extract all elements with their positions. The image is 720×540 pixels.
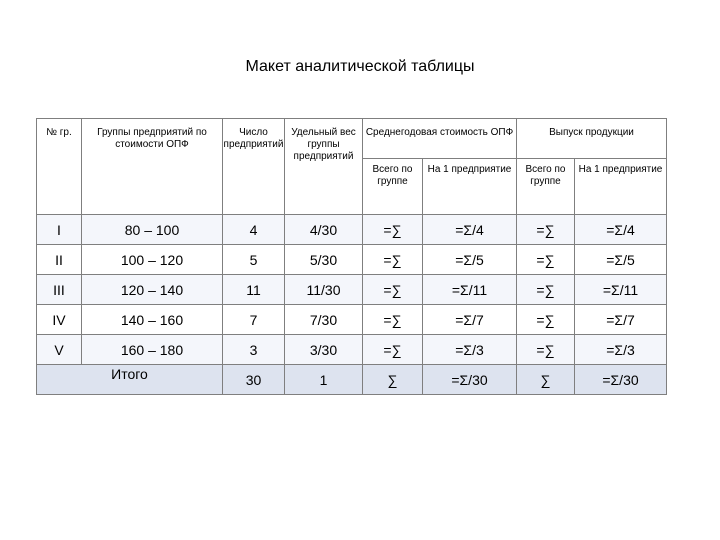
cell-cost-per: =Σ/7	[423, 305, 517, 335]
cell-share: 3/30	[285, 335, 363, 365]
cell-range: 160 – 180	[82, 335, 223, 365]
header-avg-cost: Среднегодовая стоимость ОПФ	[363, 119, 517, 159]
page-title: Макет аналитической таблицы	[245, 58, 475, 75]
cell-cost-total: =∑	[363, 215, 423, 245]
table-row	[37, 245, 667, 275]
cell-range: 80 – 100	[82, 215, 223, 245]
header-count: Число предприятий	[223, 119, 285, 215]
cell-range: 100 – 120	[82, 245, 223, 275]
cell-cost-per: =Σ/11	[423, 275, 517, 305]
cell-cost-total: =∑	[363, 275, 423, 305]
analytic-table	[36, 118, 667, 395]
cell-cost-total: =∑	[363, 305, 423, 335]
total-label: Итого	[37, 365, 223, 395]
table-row	[37, 215, 667, 245]
total-row	[37, 365, 667, 395]
cell-cost-per: =Σ/5	[423, 245, 517, 275]
cell-share: 7/30	[285, 305, 363, 335]
cell-output-total: =∑	[517, 245, 575, 275]
table-row	[37, 305, 667, 335]
header-groups: Группы предприятий по стоимости ОПФ	[82, 119, 223, 215]
total-share: 1	[285, 365, 363, 395]
header-group-no: № гр.	[37, 119, 82, 215]
cell-output-total: =∑	[517, 215, 575, 245]
cell-share: 11/30	[285, 275, 363, 305]
header-cost-per: На 1 предприятие	[423, 159, 517, 215]
cell-count: 3	[223, 335, 285, 365]
cell-share: 4/30	[285, 215, 363, 245]
cell-count: 4	[223, 215, 285, 245]
cell-cost-total: =∑	[363, 245, 423, 275]
cell-no: III	[37, 275, 82, 305]
header-cost-total: Всего по группе	[363, 159, 423, 215]
cell-cost-per: =Σ/3	[423, 335, 517, 365]
cell-output-per: =Σ/7	[575, 305, 667, 335]
cell-output-total: =∑	[517, 335, 575, 365]
cell-cost-total: =∑	[363, 335, 423, 365]
cell-output-total: =∑	[517, 275, 575, 305]
total-output-per: =Σ/30	[575, 365, 667, 395]
table-row	[37, 275, 667, 305]
cell-output-per: =Σ/3	[575, 335, 667, 365]
header-output-per: На 1 предприятие	[575, 159, 667, 215]
cell-cost-per: =Σ/4	[423, 215, 517, 245]
cell-output-per: =Σ/11	[575, 275, 667, 305]
cell-range: 120 – 140	[82, 275, 223, 305]
cell-no: I	[37, 215, 82, 245]
total-cost-per: =Σ/30	[423, 365, 517, 395]
cell-output-per: =Σ/5	[575, 245, 667, 275]
header-output-total: Всего по группе	[517, 159, 575, 215]
total-cost-total: ∑	[363, 365, 423, 395]
header-share: Удельный вес группы предприятий	[285, 119, 363, 215]
table-row	[37, 335, 667, 365]
cell-output-total: =∑	[517, 305, 575, 335]
cell-output-per: =Σ/4	[575, 215, 667, 245]
cell-count: 11	[223, 275, 285, 305]
total-count: 30	[223, 365, 285, 395]
total-output-total: ∑	[517, 365, 575, 395]
cell-no: II	[37, 245, 82, 275]
cell-no: V	[37, 335, 82, 365]
cell-count: 5	[223, 245, 285, 275]
cell-count: 7	[223, 305, 285, 335]
header-output: Выпуск продукции	[517, 119, 667, 159]
cell-no: IV	[37, 305, 82, 335]
cell-share: 5/30	[285, 245, 363, 275]
cell-range: 140 – 160	[82, 305, 223, 335]
